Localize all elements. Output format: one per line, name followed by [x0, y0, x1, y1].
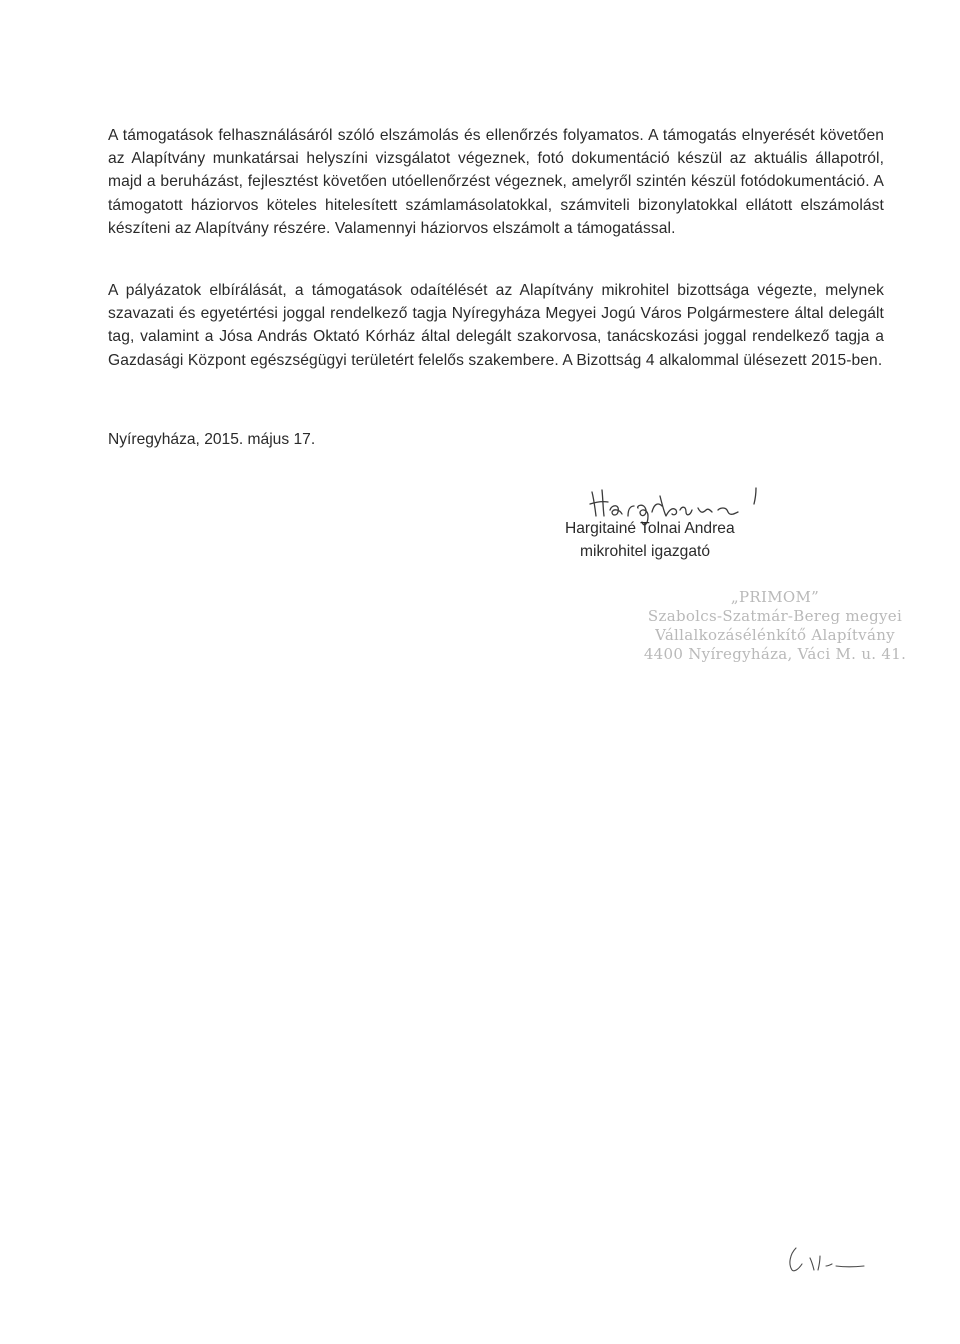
handwritten-initials	[780, 1240, 870, 1280]
body-paragraph-1: A támogatások felhasználásáról szóló elszámolás és ellenőrzés folyamatos. A támogatás elnyerését követően az Alapítvány munkatársai helyszíni vizsgálatot végeznek, fotó dokumentáció készül az aktuális állapotról, majd a beruházást, fejlesztést követően utóellenőrzést végeznek, amelyről szintén készül fotódokumentáció. A támogatott háziorvos köteles hitelesített számlamásolatokkal, számviteli bizonylatokkal ellátott elszámolást készíteni az Alapítvány részére. Valamennyi háziorvos elszámolt a támogatással.	[108, 127, 884, 237]
stamp-line: 4400 Nyíregyháza, Váci M. u. 41.	[643, 645, 907, 663]
organization-stamp	[640, 588, 910, 664]
place-and-date: Nyíregyháza, 2015. május 17.	[108, 431, 316, 448]
stamp-line: Szabolcs-Szatmár-Bereg megyei	[647, 607, 903, 625]
signer-name: Hargitainé Tolnai Andrea	[565, 520, 735, 537]
body-paragraph-2: A pályázatok elbírálását, a támogatások odaítélését az Alapítvány mikrohitel bizottsága végezte, melynek szavazati és egyetértési joggal rendelkező tagja Nyíregyháza Megyei Jogú Város Polgármestere által delegált tag, valamint a Jósa András Oktató Kórház által delegált szakorvosa, tanácskozási joggal rendelkező tagja a Gazdasági Központ egészségügyi területért felelős szakembere. A Bizottság 4 alkalommal ülésezett 2015-ben.	[108, 282, 884, 369]
signer-title: mikrohitel igazgató	[580, 543, 711, 560]
stamp-line: Vállalkozásélénkítő Alapítvány	[655, 626, 895, 644]
stamp-line: „PRIMOM”	[730, 588, 820, 606]
